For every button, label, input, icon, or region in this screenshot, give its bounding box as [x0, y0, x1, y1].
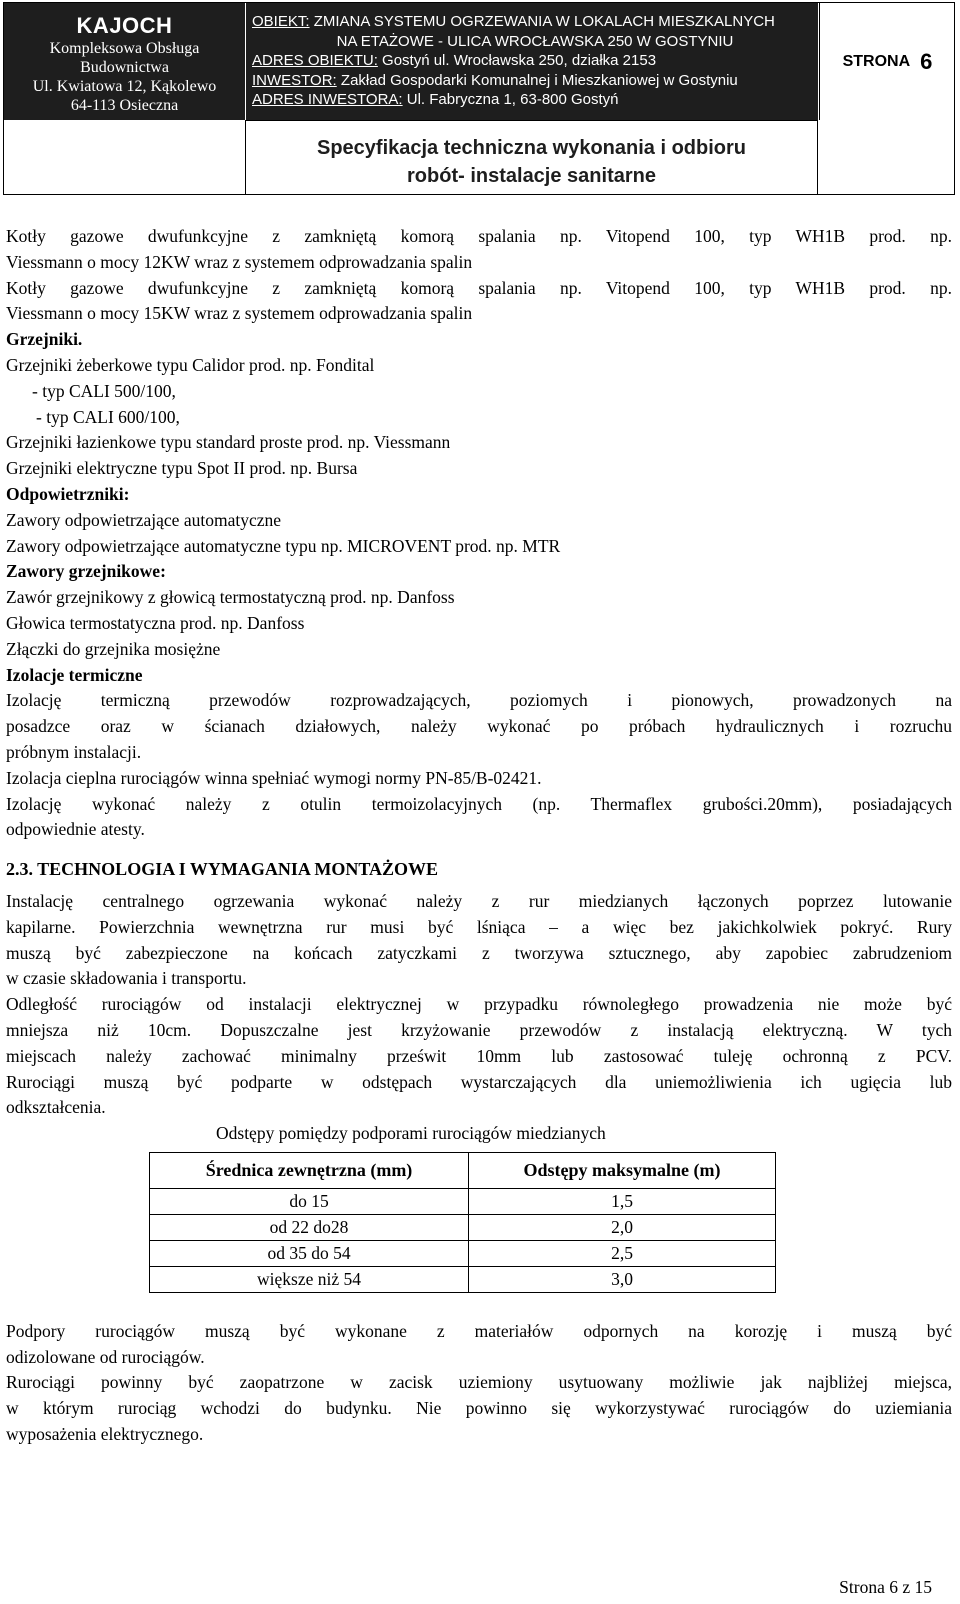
tech-text: Instalację centralnego ogrzewania wykonać należy z rur miedzianych łączonych poprzez lutowanie	[6, 890, 952, 911]
tech-text: Rurociągi powinny być zaopatrzone w zacisk uziemiony usytuowany możliwie jak najbliżej miejsca,	[6, 1372, 952, 1393]
table-row	[150, 1266, 776, 1292]
company-line: Budownictwa	[80, 59, 169, 76]
vents-heading: Odpowietrzniki:	[6, 483, 130, 504]
table-header: Średnica zewnętrzna (mm)	[150, 1152, 469, 1188]
spec-title-line-2: robót- instalacje sanitarne	[407, 165, 656, 187]
tech-text: odkształcenia.	[6, 1097, 106, 1118]
valves-heading: Zawory grzejnikowe:	[6, 561, 166, 582]
object-line-1	[252, 12, 818, 32]
company-line: Ul. Kwiatowa 12, Kąkolewo	[32, 78, 217, 95]
investor-address-value: Ul. Fabryczna 1, 63-800 Gostyń	[402, 91, 619, 108]
investor-address-line	[252, 90, 818, 110]
valves-line: Złączki do grzejnika mosiężne	[6, 638, 221, 659]
object-line-2: NA ETAŻOWE - ULICA WROCŁAWSKA 250 W GOSTYNIU	[336, 32, 734, 50]
table-cell: 3,0	[469, 1266, 776, 1292]
table-row	[150, 1214, 776, 1240]
insulation-text: Izolację termiczną przewodów rozprowadzających, poziomych i pionowych, prowadzonych na	[6, 690, 952, 711]
object-value: ZMIANA SYSTEMU OGRZEWANIA W LOKALACH MIESZKALNYCH	[309, 13, 775, 30]
table-header: Odstępy maksymalne (m)	[469, 1152, 776, 1188]
table-header-row	[150, 1152, 776, 1188]
tech-text: wyposażenia elektrycznego.	[6, 1424, 204, 1445]
address-value: Gostyń ul. Wrocławska 250, działka 2153	[377, 52, 657, 69]
object-label: OBIEKT:	[252, 13, 310, 30]
tech-text: miejscach należy zachować minimalny prześwit 10mm lub zastosować tuleję ochronną z PCV.	[6, 1045, 952, 1066]
company-line: 64-113 Osieczna	[70, 97, 179, 114]
boiler-line: Kotły gazowe dwufunkcyjne z zamkniętą komorą spalania np. Vitopend 100, typ WH1B prod. np.	[6, 277, 952, 298]
address-line	[252, 51, 818, 71]
insulation-text: odpowiednie atesty.	[6, 819, 145, 840]
valves-line: Zawór grzejnikowy z głowicą termostatyczną prod. np. Danfoss	[6, 587, 455, 608]
radiators-line: Grzejniki żeberkowe typu Calidor prod. np. Fondital	[6, 354, 375, 375]
radiators-line: Grzejniki elektryczne typu Spot II prod. np. Bursa	[6, 458, 358, 479]
investor-line	[252, 71, 818, 91]
tech-text: Podpory rurociągów muszą być wykonane z materiałów odpornych na korozję i muszą być	[6, 1320, 952, 1341]
table-cell: większe niż 54	[150, 1266, 469, 1292]
tech-text: Odległość rurociągów od instalacji elektrycznej w przypadku równoległego prowadzenia nie może być	[6, 994, 952, 1015]
company-block	[4, 3, 245, 120]
vents-line: Zawory odpowietrzające automatyczne	[6, 509, 282, 530]
tech-text: kapilarne. Powierzchnia wewnętrzna rur musi być lśniąca – a więc bez jakichkolwiek pokryć. Rury	[6, 916, 952, 937]
table-caption: Odstępy pomiędzy podporami rurociągów miedzianych	[216, 1123, 606, 1144]
page-footer: Strona 6 z 15	[839, 1577, 932, 1597]
insulation-heading: Izolacje termiczne	[6, 664, 143, 685]
table-cell: 1,5	[469, 1188, 776, 1214]
tech-text: muszą być zabezpieczone na końcach zatyczkami z tworzywa sztucznego, aby zapobiec zabrudzeniom	[6, 942, 952, 963]
table-row	[150, 1188, 776, 1214]
table-cell: 2,0	[469, 1214, 776, 1240]
investor-address-label: ADRES INWESTORA:	[252, 91, 403, 108]
table-cell: do 15	[150, 1188, 469, 1214]
spec-title-line-1: Specyfikacja techniczna wykonania i odbioru	[316, 137, 746, 159]
project-info-block	[246, 3, 818, 120]
table-row	[150, 1240, 776, 1266]
tech-text: w czasie składowania i transportu.	[6, 968, 247, 989]
page-indicator	[819, 3, 955, 120]
investor-label: INWESTOR:	[252, 71, 337, 89]
tech-text: odizolowane od rurociągów.	[6, 1346, 205, 1367]
page-number: 6	[920, 48, 933, 74]
investor-value: Zakład Gospodarki Komunalnej i Mieszkaniowej w Gostyniu	[336, 71, 738, 89]
radiator-type: - typ CALI 600/100,	[36, 406, 180, 427]
tech-text: w którym rurociąg wchodzi do budynku. Nie powinno się wykorzystywać rurociągów do uziemiania	[6, 1398, 952, 1419]
insulation-text: próbnym instalacji.	[6, 741, 142, 762]
company-name: KAJOCH	[76, 13, 173, 38]
insulation-text: posadzce oraz w ścianach działowych, należy wykonać po próbach hydraulicznych i rozruchu	[6, 716, 952, 737]
insulation-text: Izolacja cieplna rurociągów winna spełniać wymogi normy PN-85/B-02421.	[6, 767, 542, 788]
page-label: STRONA	[842, 52, 911, 70]
boiler-line: Viessmann o mocy 15KW wraz z systemem odprowadzania spalin	[6, 303, 473, 324]
company-line: Kompleksowa Obsługa	[49, 40, 200, 57]
insulation-text: Izolację wykonać należy z otulin termoizolacyjnych (np. Thermaflex grubości.20mm), posiadających	[6, 793, 952, 814]
document-body	[6, 224, 952, 1448]
radiators-line: Grzejniki łazienkowe typu standard proste prod. np. Viessmann	[6, 432, 451, 453]
spec-title	[245, 120, 818, 194]
tech-text: mniejsza niż 10cm. Dopuszczalne jest krzyżowanie przewodów z instalacją elektryczną. W tych	[6, 1019, 952, 1040]
valves-line: Głowica termostatyczna prod. np. Danfoss	[6, 612, 305, 633]
table-cell: od 22 do28	[150, 1214, 469, 1240]
boiler-line: Viessmann o mocy 12KW wraz z systemem odprowadzania spalin	[6, 251, 473, 272]
section-heading: 2.3. TECHNOLOGIA I WYMAGANIA MONTAŻOWE	[6, 859, 439, 880]
pipe-support-table	[149, 1152, 776, 1293]
radiator-type: - typ CALI 500/100,	[32, 380, 176, 401]
tech-text: Rurociągi muszą być podparte w odstępach wystarczających dla uniemożliwienia ich ugięcia lub	[6, 1071, 952, 1092]
table-cell: 2,5	[469, 1240, 776, 1266]
address-label: ADRES OBIEKTU:	[252, 52, 378, 69]
radiators-heading: Grzejniki.	[6, 329, 83, 350]
table-cell: od 35 do 54	[150, 1240, 469, 1266]
boiler-line: Kotły gazowe dwufunkcyjne z zamkniętą komorą spalania np. Vitopend 100, typ WH1B prod. np.	[6, 226, 952, 246]
document-header	[3, 2, 955, 195]
vents-line: Zawory odpowietrzające automatyczne typu np. MICROVENT prod. np. MTR	[6, 535, 561, 556]
